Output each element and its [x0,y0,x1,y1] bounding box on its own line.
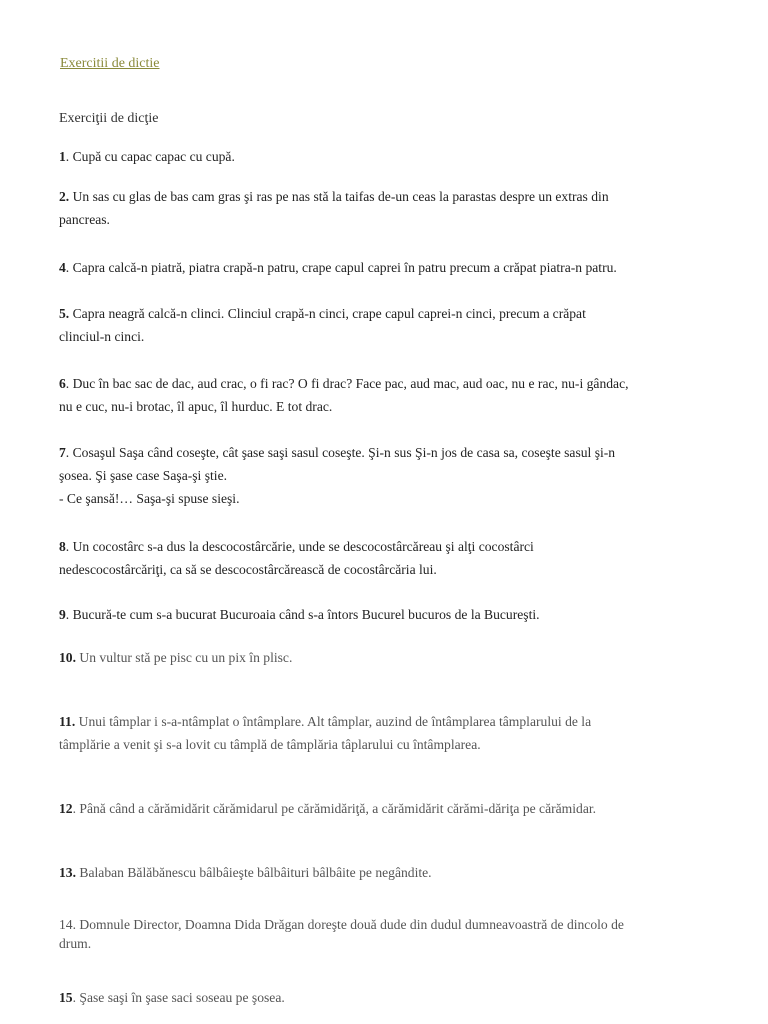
exercise-separator: . [65,149,73,164]
exercise-line [59,535,719,558]
exercise-line [59,372,719,395]
exercise-text: şosea. Şi şase case Saşa-şi ştie. [59,468,227,483]
exercise-separator: . [65,539,73,554]
exercise-14 [59,915,719,953]
exercise-number: 15 [59,990,73,1005]
exercise-text: - Ce şansă!… Saşa-şi spuse sieşi. [59,491,240,506]
exercise-text: pancreas. [59,212,110,227]
exercise-text: nedescocostârcăriţi, ca să se descocostârcărească de cocostârcăria lui. [59,562,437,577]
exercise-4 [59,256,719,279]
exercise-number: 9 [59,607,66,622]
exercise-text: Capra calcă-n piatră, piatra crapă-n patru, crape capul caprei în patru precum a crăpat piatra-n patru. [72,260,617,275]
exercise-text: clinciul-n cinci. [59,329,145,344]
exercise-text: drum. [59,936,92,951]
exercise-separator: . [72,990,80,1005]
exercise-text: Cupă cu capac capac cu cupă. [72,149,235,164]
exercise-text: Unui tâmplar i s-a-ntâmplat o întâmplare. Alt tâmplar, auzind de întâmplarea tâmplarului de la [78,714,592,729]
exercise-12 [59,797,719,820]
exercise-number: 4 [59,260,66,275]
exercise-separator: . [65,376,73,391]
exercise-number: 8 [59,539,66,554]
exercise-line [59,302,719,325]
exercise-text: Şase saşi în şase saci soseau pe şosea. [79,990,285,1005]
exercise-number: 2. [59,189,70,204]
exercise-line [59,441,719,464]
exercise-2 [59,185,719,231]
exercise-line [59,646,719,669]
exercise-15 [59,986,719,1009]
exercise-text: Duc în bac sac de dac, aud crac, o fi rac? O fi drac? Face pac, aud mac, aud oac, nu e rac, nu-i gândac, [72,376,629,391]
exercise-separator: . [65,607,73,622]
exercise-9 [59,603,719,626]
exercise-text: Până când a cărămidărit cărămidarul pe cărămidăriţă, a cărămidărit cărămi-dăriţa pe cărămidar. [79,801,597,816]
exercise-text: Balaban Bălăbănescu bâlbâieşte bâlbâituri bâlbâite pe negândite. [79,865,432,880]
exercise-separator: . [72,801,80,816]
document-title: Exerciţii de dicţie [59,111,159,126]
exercise-number: 12 [59,801,73,816]
exercise-line [59,710,719,733]
exercise-number: 11. [59,714,76,729]
exercise-separator: . [65,445,73,460]
exercise-line [59,986,719,1009]
exercise-line [59,861,719,884]
exercise-text: 14. Domnule Director, Doamna Dida Drăgan doreşte două dude din dudul dumneavoastră de dincolo de [59,917,624,932]
exercise-text: Capra neagră calcă-n clinci. Clinciul crapă-n cinci, crape capul caprei-n cinci, precum a crăpat [72,306,586,321]
exercise-text: Bucură-te cum s-a bucurat Bucuroaia când s-a întors Bucurel bucuros de la Bucureşti. [72,607,540,622]
exercise-10 [59,646,719,669]
exercise-number: 13. [59,865,76,880]
exercise-text: Un vultur stă pe pisc cu un pix în plisc. [79,650,293,665]
exercise-line [59,603,719,626]
exercise-text: Cosaşul Saşa când coseşte, cât şase saşi sasul coseşte. Şi-n sus Şi-n jos de casa sa, coseşte sasul şi-n [72,445,616,460]
exercise-text: Un sas cu glas de bas cam gras şi ras pe nas stă la taifas de-un ceas la parastas despre un extras din [72,189,609,204]
exercise-7 [59,441,719,510]
exercise-number: 6 [59,376,66,391]
exercise-text: nu e cuc, nu-i brotac, îl apuc, îl hurduc. E tot drac. [59,399,333,414]
exercise-separator: . [65,260,73,275]
exercise-line [59,797,719,820]
exercise-5 [59,302,719,348]
exercise-line [59,256,719,279]
exercise-number: 7 [59,445,66,460]
exercise-13 [59,861,719,884]
exercise-number: 5. [59,306,70,321]
exercise-number: 10. [59,650,76,665]
exercise-1 [59,145,719,168]
exercise-line [59,145,719,168]
exercise-6 [59,372,719,418]
document-link-title[interactable]: Exercitii de dictie [60,56,160,71]
exercise-text: tâmplărie a venit şi s-a lovit cu tâmplă de tâmplăria tâplarului cu întâmplarea. [59,737,481,752]
exercise-line [59,185,719,208]
exercise-8 [59,535,719,581]
exercise-number: 1 [59,149,66,164]
exercise-text: Un cocostârc s-a dus la descocostârcărie, unde se descocostârcăreau şi alţi cocostârci [72,539,534,554]
exercise-11 [59,710,719,756]
